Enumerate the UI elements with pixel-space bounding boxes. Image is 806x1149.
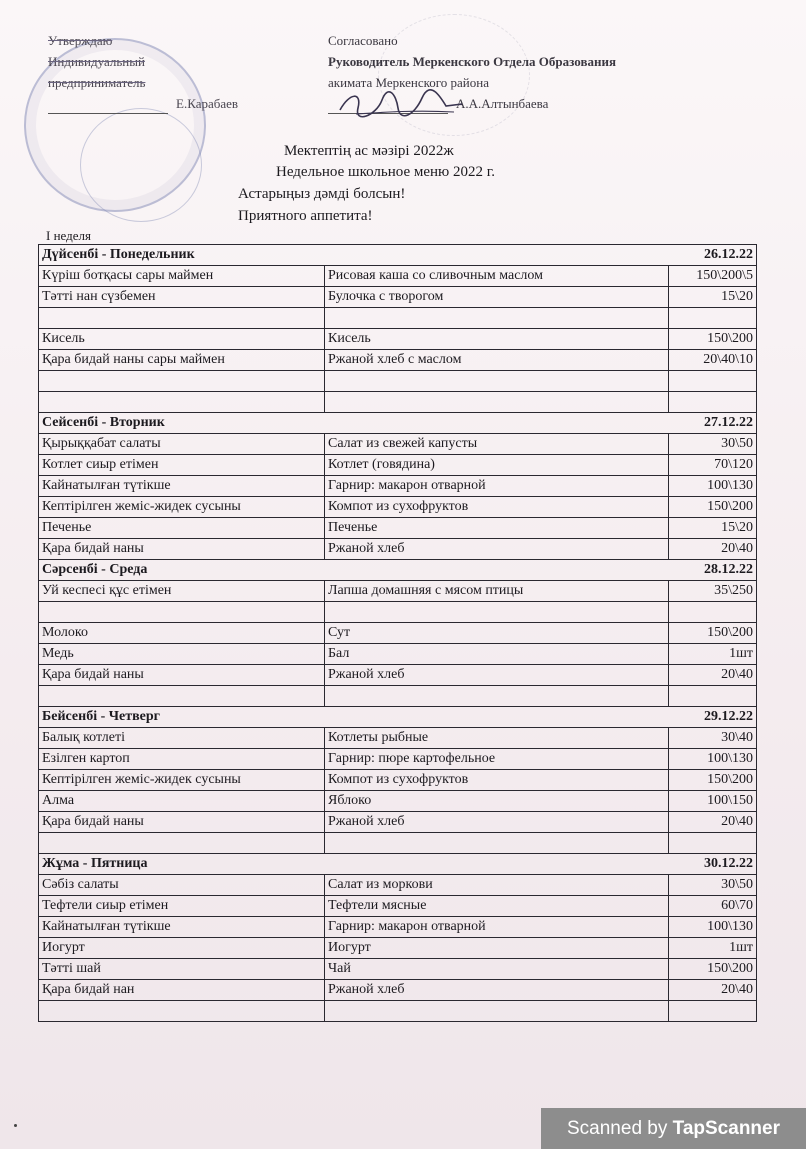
menu-table: [38, 244, 757, 1022]
table-row: [39, 455, 757, 476]
portion-size: 30\50: [669, 434, 757, 455]
table-row: [39, 665, 757, 686]
agreement-role-1: Руководитель Меркенского Отдела Образования: [328, 54, 616, 69]
day-header-row: [39, 560, 757, 581]
dish-russian: Ржаной хлеб: [325, 539, 669, 560]
dish-russian: [325, 308, 669, 329]
portion-size: 100\130: [669, 917, 757, 938]
approval-title: Утверждаю: [48, 33, 113, 48]
dish-russian: [325, 833, 669, 854]
dish-russian: Иогурт: [325, 938, 669, 959]
dish-russian: Чай: [325, 959, 669, 980]
day-name: Сәрсенбі - Среда: [39, 560, 325, 581]
agreement-title: Согласовано: [328, 33, 398, 48]
portion-size: [669, 686, 757, 707]
dish-russian: Печенье: [325, 518, 669, 539]
dish-russian: Лапша домашняя с мясом птицы: [325, 581, 669, 602]
table-row: [39, 329, 757, 350]
dish-kazakh: Күріш ботқасы сары маймен: [39, 266, 325, 287]
table-row: [39, 476, 757, 497]
portion-size: [669, 1001, 757, 1022]
approval-signer-line: [48, 93, 288, 114]
table-row: [39, 749, 757, 770]
table-row: [39, 1001, 757, 1022]
portion-size: 35\250: [669, 581, 757, 602]
dish-kazakh: Балық котлеті: [39, 728, 325, 749]
signature-line: [48, 99, 168, 114]
wish-kazakh: Астарыңыз дәмді болсын!: [238, 186, 406, 202]
dish-russian: Рисовая каша со сливочным маслом: [325, 266, 669, 287]
dish-russian: Ржаной хлеб: [325, 665, 669, 686]
portion-size: 20\40: [669, 980, 757, 1001]
portion-size: 150\200: [669, 770, 757, 791]
portion-size: [669, 602, 757, 623]
portion-size: 70\120: [669, 455, 757, 476]
portion-size: 150\200: [669, 623, 757, 644]
dish-kazakh: Сәбіз салаты: [39, 875, 325, 896]
portion-size: 100\130: [669, 476, 757, 497]
table-row: [39, 812, 757, 833]
portion-size: 150\200\5: [669, 266, 757, 287]
dish-kazakh: Тәтті нан сүзбемен: [39, 287, 325, 308]
table-row: [39, 497, 757, 518]
day-name: Бейсенбі - Четверг: [39, 707, 325, 728]
day-date: 28.12.22: [325, 560, 757, 581]
table-row: [39, 581, 757, 602]
dish-russian: Гарнир: пюре картофельное: [325, 749, 669, 770]
dish-kazakh: Кайнатылған түтікше: [39, 917, 325, 938]
approval-block: [48, 30, 288, 114]
table-row: [39, 392, 757, 413]
dish-kazakh: Қара бидай наны: [39, 812, 325, 833]
table-row: [39, 980, 757, 1001]
table-row: [39, 728, 757, 749]
scan-dot: [14, 1124, 17, 1127]
seal-inner-ring: [80, 108, 202, 222]
table-row: [39, 434, 757, 455]
portion-size: [669, 392, 757, 413]
portion-size: 150\200: [669, 329, 757, 350]
dish-kazakh: Кайнатылған түтікше: [39, 476, 325, 497]
portion-size: 20\40: [669, 812, 757, 833]
dish-kazakh: Алма: [39, 791, 325, 812]
dish-russian: Салат из свежей капусты: [325, 434, 669, 455]
table-row: [39, 371, 757, 392]
dish-kazakh: Печенье: [39, 518, 325, 539]
dish-russian: Ржаной хлеб с маслом: [325, 350, 669, 371]
day-header-row: [39, 245, 757, 266]
table-row: [39, 875, 757, 896]
table-row: [39, 644, 757, 665]
dish-kazakh: Иогурт: [39, 938, 325, 959]
dish-russian: Гарнир: макарон отварной: [325, 917, 669, 938]
week-label: I неделя: [46, 228, 91, 243]
approval-role-1: Индивидуальный: [48, 54, 145, 69]
portion-size: 15\20: [669, 287, 757, 308]
approval-role-2: предприниматель: [48, 75, 146, 90]
table-row: [39, 266, 757, 287]
handwritten-signature: [336, 86, 466, 122]
dish-russian: [325, 602, 669, 623]
dish-russian: Котлет (говядина): [325, 455, 669, 476]
title-kazakh: Мектептің ас мәзірі 2022ж: [284, 143, 454, 159]
table-row: [39, 602, 757, 623]
day-date: 29.12.22: [325, 707, 757, 728]
dish-russian: [325, 1001, 669, 1022]
dish-kazakh: [39, 602, 325, 623]
portion-size: 20\40\10: [669, 350, 757, 371]
day-date: 27.12.22: [325, 413, 757, 434]
portion-size: 100\150: [669, 791, 757, 812]
dish-kazakh: Қара бидай наны: [39, 539, 325, 560]
table-row: [39, 917, 757, 938]
table-row: [39, 350, 757, 371]
table-row: [39, 791, 757, 812]
day-date: 26.12.22: [325, 245, 757, 266]
dish-kazakh: Молоко: [39, 623, 325, 644]
portion-size: 150\200: [669, 959, 757, 980]
portion-size: 100\130: [669, 749, 757, 770]
portion-size: [669, 371, 757, 392]
day-name: Дүйсенбі - Понедельник: [39, 245, 325, 266]
dish-kazakh: Тәтті шай: [39, 959, 325, 980]
dish-kazakh: Медь: [39, 644, 325, 665]
agreement-role-2: акимата Меркенского района: [328, 75, 489, 90]
dish-russian: [325, 371, 669, 392]
portion-size: 150\200: [669, 497, 757, 518]
dish-kazakh: [39, 371, 325, 392]
table-row: [39, 308, 757, 329]
dish-russian: Гарнир: макарон отварной: [325, 476, 669, 497]
table-row: [39, 959, 757, 980]
dish-russian: Компот из сухофруктов: [325, 497, 669, 518]
table-row: [39, 938, 757, 959]
dish-kazakh: Қара бидай наны: [39, 665, 325, 686]
dish-kazakh: Котлет сиыр етімен: [39, 455, 325, 476]
dish-kazakh: [39, 308, 325, 329]
day-header-row: [39, 854, 757, 875]
approval-signer: Е.Карабаев: [176, 96, 239, 111]
dish-kazakh: [39, 833, 325, 854]
portion-size: 20\40: [669, 665, 757, 686]
dish-kazakh: Кептірілген жеміс-жидек сусыны: [39, 497, 325, 518]
dish-kazakh: [39, 392, 325, 413]
dish-russian: Бал: [325, 644, 669, 665]
dish-russian: [325, 686, 669, 707]
dish-russian: Кисель: [325, 329, 669, 350]
portion-size: [669, 833, 757, 854]
portion-size: 30\50: [669, 875, 757, 896]
dish-kazakh: Қара бидай нан: [39, 980, 325, 1001]
dish-russian: Сут: [325, 623, 669, 644]
table-row: [39, 833, 757, 854]
table-row: [39, 518, 757, 539]
dish-russian: Булочка с творогом: [325, 287, 669, 308]
dish-russian: Компот из сухофруктов: [325, 770, 669, 791]
day-date: 30.12.22: [325, 854, 757, 875]
table-row: [39, 539, 757, 560]
portion-size: [669, 308, 757, 329]
portion-size: 1шт: [669, 938, 757, 959]
dish-kazakh: Тефтели сиыр етімен: [39, 896, 325, 917]
table-row: [39, 896, 757, 917]
portion-size: 30\40: [669, 728, 757, 749]
portion-size: 60\70: [669, 896, 757, 917]
dish-kazakh: Қырыққабат салаты: [39, 434, 325, 455]
dish-kazakh: [39, 686, 325, 707]
dish-kazakh: Кептірілген жеміс-жидек сусыны: [39, 770, 325, 791]
dish-kazakh: Кисель: [39, 329, 325, 350]
table-row: [39, 287, 757, 308]
watermark-brand: TapScanner: [672, 1118, 780, 1139]
dish-russian: [325, 392, 669, 413]
portion-size: 1шт: [669, 644, 757, 665]
dish-russian: Салат из моркови: [325, 875, 669, 896]
dish-kazakh: Қара бидай наны сары маймен: [39, 350, 325, 371]
portion-size: 20\40: [669, 539, 757, 560]
dish-kazakh: Езілген картоп: [39, 749, 325, 770]
dish-kazakh: Уй кеспесі құс етімен: [39, 581, 325, 602]
table-row: [39, 686, 757, 707]
dish-russian: Котлеты рыбные: [325, 728, 669, 749]
title-russian: Недельное школьное меню 2022 г.: [276, 164, 495, 180]
day-name: Сейсенбі - Вторник: [39, 413, 325, 434]
portion-size: 15\20: [669, 518, 757, 539]
table-row: [39, 770, 757, 791]
day-header-row: [39, 707, 757, 728]
dish-russian: Тефтели мясные: [325, 896, 669, 917]
wish-russian: Приятного аппетита!: [238, 208, 373, 224]
watermark-prefix: Scanned by: [567, 1118, 668, 1139]
dish-russian: Ржаной хлеб: [325, 812, 669, 833]
dish-russian: Ржаной хлеб: [325, 980, 669, 1001]
scanner-watermark: [541, 1108, 806, 1149]
dish-russian: Яблоко: [325, 791, 669, 812]
dish-kazakh: [39, 1001, 325, 1022]
agreement-signer: А.А.Алтынбаева: [456, 96, 549, 111]
day-header-row: [39, 413, 757, 434]
table-row: [39, 623, 757, 644]
day-name: Жұма - Пятница: [39, 854, 325, 875]
